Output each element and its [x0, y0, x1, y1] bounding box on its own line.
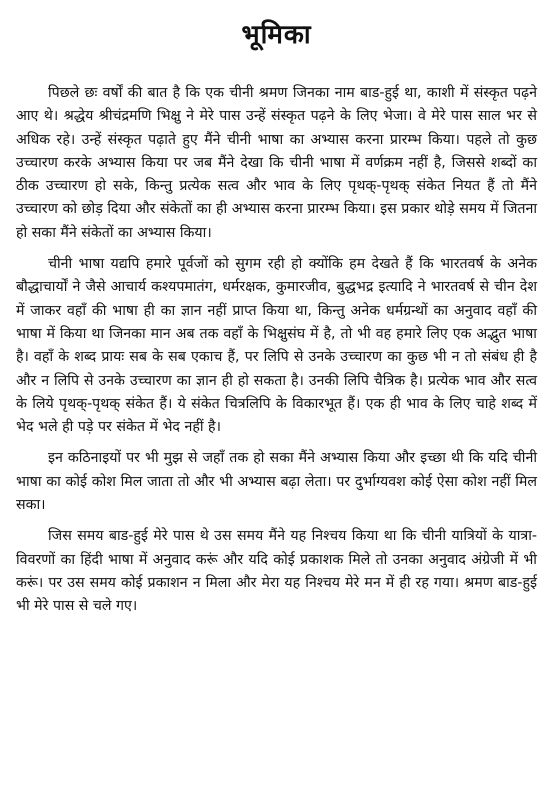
paragraph-2: चीनी भाषा यद्यपि हमारे पूर्वजों को सुगम रही हो क्योंकि हम देखते हैं कि भारतवर्ष के अनेक बौद्धाचार्यों ने जैसे आचार्य कश्यपमातंग, धर्मरक्षक, कुमारजीव, बुद्धभद्र इत्यादि ने भारतवर्ष से चीन देश में जाकर वहाँ की भाषा ही का ज्ञान नहीं प्राप्त किया था, किन्तु अनेक धर्मग्रन्थों का अनुवाद वहाँ की भाषा में किया था जिनका मान अब तक वहाँ के भिक्षुसंघ में है, तो भी वह हमारे लिए एक अद्भुत भाषा है। वहाँ के शब्द प्रायः सब के सब एकाच हैं, पर लिपि से उनके उच्चारण का कुछ भी न तो संबंध ही है और न लिपि से उनके उच्चारण का ज्ञान ही हो सकता है। उनकी लिपि चैत्रिक है। प्रत्येक भाव और सत्व के लिये पृथक्-पृथक् संकेत हैं। ये संकेत चित्रलिपि के विकारभूत हैं। एक ही भाव के लिए चाहे शब्द में भेद भले ही पड़े पर संकेत में भेद नहीं है। [16, 256, 537, 436]
paragraph-1: पिछले छः वर्षों की बात है कि एक चीनी श्रमण जिनका नाम बाड-हुई था, काशी में संस्कृत पढ़ने आए थे। श्रद्धेय श्रीचंद्रमणि भिक्षु ने मेरे पास उन्हें संस्कृत पढ़ने के लिए भेजा। वे मेरे पास साल भर से अधिक रहे। उन्हें संस्कृत पढ़ाते हुए मैंने चीनी भाषा का अभ्यास करना प्रारम्भ किया। पहले तो कुछ उच्चारण करके अभ्यास किया पर जब मैंने देखा कि चीनी भाषा में वर्णक्रम नहीं है, जिससे शब्दों का ठीक उच्चारण हो सके, किन्तु प्रत्येक सत्व और भाव के लिए पृथक्-पृथक् संकेत नियत हैं तो मैंने उच्चारण को छोड़ दिया और संकेतों का ही अभ्यास करना प्रारम्भ किया। इस प्रकार थोड़े समय में जितना हो सका मैंने संकेतों का अभ्यास किया। [16, 85, 537, 241]
paragraph-4: जिस समय बाड-हुई मेरे पास थे उस समय मैंने यह निश्चय किया था कि चीनी यात्रियों के यात्रा-विवरणों का हिंदी भाषा में अनुवाद करूं और यदि कोई प्रकाशक मिले तो उनका अनुवाद अंग्रेजी में भी करूं। पर उस समय कोई प्रकाशन न मिला और मेरा यह निश्चय मेरे मन में ही रह गया। श्रमण बाड-हुई भी मेरे पास से चले गए। [16, 528, 537, 615]
paragraph-3: इन कठिनाइयों पर भी मुझ से जहाँ तक हो सका मैंने अभ्यास किया और इच्छा थी कि यदि चीनी भाषा का कोई कोश मिल जाता तो और भी अभ्यास बढ़ा लेता। पर दुर्भाग्यवश कोई ऐसा कोश नहीं मिल सका। [16, 450, 537, 514]
page-title: भूमिका [241, 20, 312, 50]
